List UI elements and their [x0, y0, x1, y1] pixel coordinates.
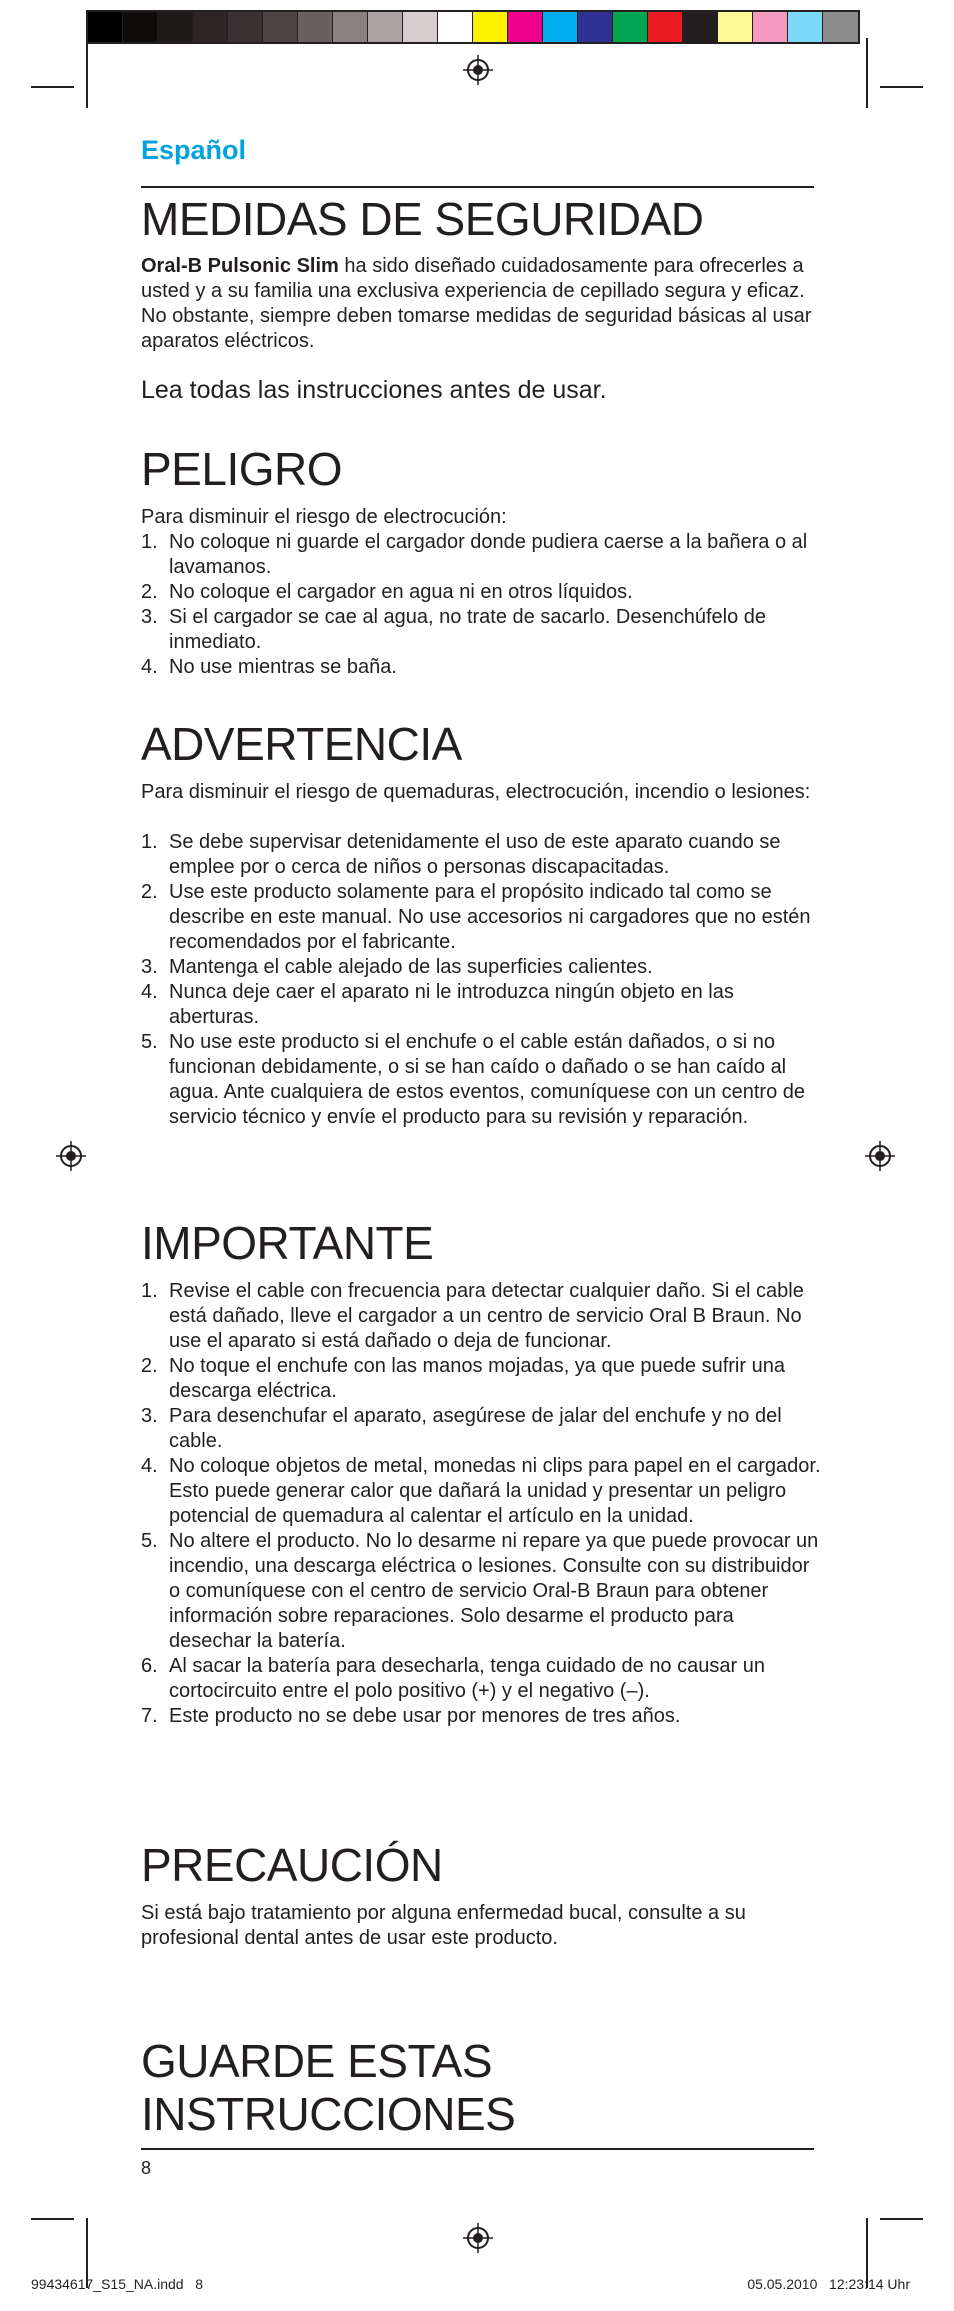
color-swatch — [438, 12, 473, 42]
list-item-number: 3. — [141, 1405, 158, 1427]
list-item-number: 5. — [141, 1031, 158, 1053]
color-swatch — [263, 12, 298, 42]
list-item — [141, 580, 821, 605]
list-item — [141, 530, 821, 580]
color-swatch — [718, 12, 753, 42]
header-divider — [141, 186, 814, 188]
safety-heading: MEDIDAS DE SEGURIDAD — [141, 193, 704, 245]
list-item-number: 2. — [141, 881, 158, 903]
list-item — [141, 1529, 821, 1654]
crop-mark — [880, 2218, 923, 2220]
crop-mark — [31, 2218, 74, 2220]
warning-list — [141, 830, 821, 1130]
list-item — [141, 955, 821, 980]
list-item-text: No toque el enchufe con las manos mojadas, ya que puede sufrir una descarga eléctrica. — [169, 1355, 785, 1402]
list-item-text: Use este producto solamente para el propósito indicado tal como se describe en este manual. No use accesorios ni cargadores que no estén recomendados por el fabricante. — [169, 881, 811, 953]
registration-mark-icon — [463, 55, 493, 85]
list-item-number: 6. — [141, 1655, 158, 1677]
registration-mark-icon — [463, 2223, 493, 2253]
list-item-text: Mantenga el cable alejado de las superficies calientes. — [169, 956, 653, 978]
list-item-number: 3. — [141, 606, 158, 628]
color-swatch — [578, 12, 613, 42]
color-swatch — [508, 12, 543, 42]
color-swatch — [88, 12, 123, 42]
important-heading: IMPORTANTE — [141, 1217, 434, 1269]
list-item — [141, 980, 821, 1030]
danger-list — [141, 530, 821, 680]
list-item-text: No coloque ni guarde el cargador donde pudiera caerse a la bañera o al lavamanos. — [169, 531, 808, 578]
closing-heading-line1: GUARDE ESTAS — [141, 2035, 492, 2087]
list-item-text: Se debe supervisar detenidamente el uso de este aparato cuando se emplee por o cerca de niños o personas discapacitadas. — [169, 831, 781, 878]
footer-divider — [141, 2148, 814, 2150]
color-swatch — [333, 12, 368, 42]
list-item-number: 1. — [141, 531, 158, 553]
list-item-text: No use mientras se baña. — [169, 656, 397, 678]
list-item-text: No altere el producto. No lo desarme ni repare ya que puede provocar un incendio, una descarga eléctrica o lesiones. Consulte con su distribuidor o comuníquese con el centro de servicio Oral-B Braun para obtener información sobre reparaciones. Solo desarme el producto para desechar la batería. — [169, 1530, 819, 1652]
list-item-number: 1. — [141, 1280, 158, 1302]
crop-mark — [866, 38, 868, 108]
list-item — [141, 1454, 821, 1529]
intro-text: ha sido diseñado cuidadosamente para ofrecerles a usted y a su familia una exclusiva experiencia de cepillado segura y eficaz. No obstante, siempre deben tomarse medidas de seguridad básicas al usar aparatos eléctricos. — [141, 255, 812, 352]
list-item — [141, 605, 821, 655]
list-item-text: No coloque objetos de metal, monedas ni clips para papel en el cargador. Esto puede generar calor que dañará la unidad y presentar un peligro potencial de quemadura al calentar el artículo en la unidad. — [169, 1455, 821, 1527]
color-swatch — [298, 12, 333, 42]
registration-mark-icon — [865, 1141, 895, 1171]
list-item — [141, 1704, 821, 1729]
list-item-number: 2. — [141, 1355, 158, 1377]
list-item-number: 4. — [141, 981, 158, 1003]
list-item — [141, 1030, 821, 1130]
color-swatch — [648, 12, 683, 42]
color-swatch — [613, 12, 648, 42]
crop-mark — [86, 38, 88, 108]
danger-heading: PELIGRO — [141, 443, 343, 495]
product-name: Oral-B Pulsonic Slim — [141, 255, 339, 277]
read-instructions-note: Lea todas las instrucciones antes de usar. — [141, 376, 607, 404]
print-color-bar — [86, 10, 860, 44]
list-item-number: 4. — [141, 1455, 158, 1477]
list-item-number: 2. — [141, 581, 158, 603]
warning-heading: ADVERTENCIA — [141, 718, 462, 770]
list-item-text: Para desenchufar el aparato, asegúrese de jalar del enchufe y no del cable. — [169, 1405, 782, 1452]
list-item-text: No coloque el cargador en agua ni en otros líquidos. — [169, 581, 633, 603]
intro-paragraph — [141, 254, 821, 354]
color-swatch — [193, 12, 228, 42]
crop-mark — [880, 86, 923, 88]
list-item — [141, 655, 821, 680]
list-item — [141, 1654, 821, 1704]
list-item-text: Si el cargador se cae al agua, no trate de sacarlo. Desenchúfelo de inmediato. — [169, 606, 767, 653]
list-item — [141, 880, 821, 955]
list-item-number: 1. — [141, 831, 158, 853]
list-item-text: Al sacar la batería para desecharla, tenga cuidado de no causar un cortocircuito entre el polo positivo (+) y el negativo (–). — [169, 1655, 765, 1702]
file-slug: 99434617_S15_NA.indd 8 — [31, 2276, 204, 2292]
list-item — [141, 1279, 821, 1354]
color-swatch — [158, 12, 193, 42]
color-swatch — [753, 12, 788, 42]
list-item-text: Este producto no se debe usar por menores de tres años. — [169, 1705, 681, 1727]
color-swatch — [788, 12, 823, 42]
list-item-text: No use este producto si el enchufe o el cable están dañados, o si no funcionan debidamente, o si se han caído o dañado o se han caído al agua. Ante cualquiera de estos eventos, comuníquese con un centro de servicio técnico y envíe el producto para su revisión y reparación. — [169, 1031, 805, 1128]
language-label: Español — [141, 135, 247, 165]
list-item — [141, 830, 821, 880]
date-slug: 05.05.2010 12:23:14 Uhr — [747, 2276, 910, 2292]
caution-heading: PRECAUCIÓN — [141, 1839, 443, 1891]
color-swatch — [368, 12, 403, 42]
caution-text: Si está bajo tratamiento por alguna enfermedad bucal, consulte a su profesional dental antes de usar este producto. — [141, 1902, 746, 1949]
color-swatch — [473, 12, 508, 42]
list-item-number: 3. — [141, 956, 158, 978]
registration-mark-icon — [56, 1141, 86, 1171]
list-item-text: Nunca deje caer el aparato ni le introduzca ningún objeto en las aberturas. — [169, 981, 734, 1028]
list-item — [141, 1404, 821, 1454]
color-swatch — [543, 12, 578, 42]
warning-intro: Para disminuir el riesgo de quemaduras, electrocución, incendio o lesiones: — [141, 781, 811, 803]
color-swatch — [823, 12, 858, 42]
list-item-number: 5. — [141, 1530, 158, 1552]
list-item-number: 7. — [141, 1705, 158, 1727]
danger-intro: Para disminuir el riesgo de electrocución: — [141, 506, 507, 528]
important-list — [141, 1279, 821, 1729]
page-number: 8 — [141, 2158, 152, 2178]
crop-mark — [31, 86, 74, 88]
list-item-text: Revise el cable con frecuencia para detectar cualquier daño. Si el cable está dañado, lleve el cargador a un centro de servicio Oral B Braun. No use el aparato si está dañado o deja de funcionar. — [169, 1280, 804, 1352]
color-swatch — [228, 12, 263, 42]
list-item-number: 4. — [141, 656, 158, 678]
color-swatch — [403, 12, 438, 42]
closing-heading-line2: INSTRUCCIONES — [141, 2088, 516, 2140]
list-item — [141, 1354, 821, 1404]
color-swatch — [683, 12, 718, 42]
color-swatch — [123, 12, 158, 42]
